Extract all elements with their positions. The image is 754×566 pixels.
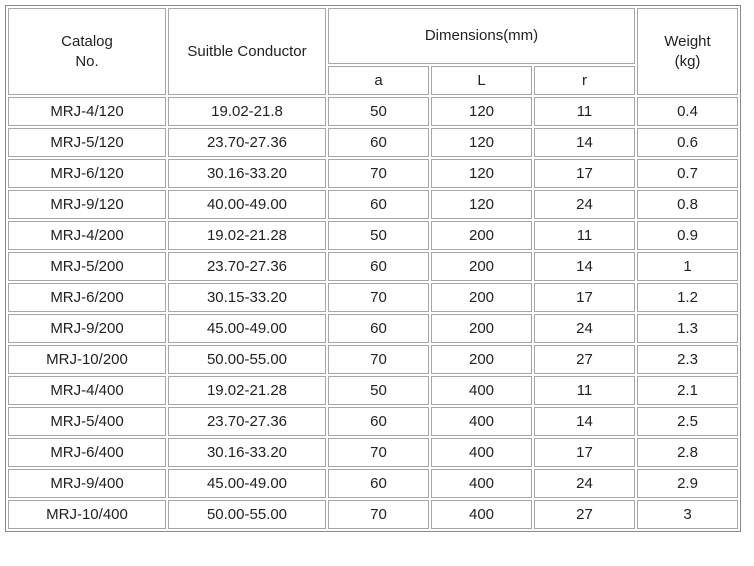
cell-dim-a: 60: [328, 469, 429, 498]
cell-dim-r: 24: [534, 190, 635, 219]
cell-conductor: 23.70-27.36: [168, 252, 326, 281]
cell-dim-a: 70: [328, 159, 429, 188]
table-row: [8, 159, 738, 188]
cell-catalog-no: MRJ-9/200: [8, 314, 166, 343]
cell-conductor: 23.70-27.36: [168, 128, 326, 157]
cell-weight: 2.5: [637, 407, 738, 436]
cell-catalog-no: MRJ-6/400: [8, 438, 166, 467]
cell-dim-L: 200: [431, 252, 532, 281]
cell-dim-L: 200: [431, 221, 532, 250]
header-dim-L: L: [431, 66, 532, 95]
cell-dim-L: 120: [431, 159, 532, 188]
table-row: [8, 190, 738, 219]
cell-dim-r: 27: [534, 345, 635, 374]
spec-table-container: [5, 5, 741, 532]
cell-dim-r: 17: [534, 159, 635, 188]
cell-dim-r: 17: [534, 438, 635, 467]
cell-dim-a: 50: [328, 97, 429, 126]
cell-weight: 2.3: [637, 345, 738, 374]
cell-catalog-no: MRJ-5/400: [8, 407, 166, 436]
cell-catalog-no: MRJ-4/400: [8, 376, 166, 405]
cell-dim-L: 400: [431, 469, 532, 498]
cell-weight: 0.8: [637, 190, 738, 219]
cell-dim-a: 50: [328, 221, 429, 250]
cell-dim-r: 14: [534, 128, 635, 157]
cell-conductor: 30.15-33.20: [168, 283, 326, 312]
cell-dim-r: 24: [534, 314, 635, 343]
header-weight: [637, 8, 738, 95]
cell-weight: 1.3: [637, 314, 738, 343]
header-conductor: Suitble Conductor: [168, 8, 326, 95]
cell-weight: 1.2: [637, 283, 738, 312]
cell-catalog-no: MRJ-6/120: [8, 159, 166, 188]
cell-weight: 0.9: [637, 221, 738, 250]
cell-catalog-no: MRJ-10/200: [8, 345, 166, 374]
cell-catalog-no: MRJ-5/200: [8, 252, 166, 281]
spec-table-body: [8, 8, 738, 529]
cell-dim-L: 120: [431, 190, 532, 219]
cell-dim-L: 400: [431, 376, 532, 405]
cell-catalog-no: MRJ-4/120: [8, 97, 166, 126]
cell-conductor: 30.16-33.20: [168, 438, 326, 467]
cell-catalog-no: MRJ-6/200: [8, 283, 166, 312]
cell-catalog-no: MRJ-9/120: [8, 190, 166, 219]
cell-catalog-no: MRJ-10/400: [8, 500, 166, 529]
cell-dim-L: 200: [431, 283, 532, 312]
cell-dim-a: 70: [328, 438, 429, 467]
table-row: [8, 252, 738, 281]
cell-dim-L: 400: [431, 407, 532, 436]
table-row: [8, 469, 738, 498]
cell-dim-a: 60: [328, 190, 429, 219]
table-row: [8, 97, 738, 126]
cell-conductor: 23.70-27.36: [168, 407, 326, 436]
cell-dim-a: 50: [328, 376, 429, 405]
cell-catalog-no: MRJ-5/120: [8, 128, 166, 157]
header-dim-a: a: [328, 66, 429, 95]
header-catalog-line2: No.: [75, 52, 99, 70]
cell-conductor: 40.00-49.00: [168, 190, 326, 219]
cell-dim-r: 11: [534, 221, 635, 250]
cell-dim-L: 400: [431, 438, 532, 467]
cell-weight: 0.7: [637, 159, 738, 188]
cell-dim-r: 24: [534, 469, 635, 498]
cell-conductor: 30.16-33.20: [168, 159, 326, 188]
cell-dim-a: 60: [328, 128, 429, 157]
cell-dim-a: 60: [328, 407, 429, 436]
table-row: [8, 314, 738, 343]
cell-dim-a: 70: [328, 283, 429, 312]
cell-weight: 2.8: [637, 438, 738, 467]
header-dim-r: r: [534, 66, 635, 95]
header-row: [8, 8, 738, 64]
header-dimensions: Dimensions(mm): [328, 8, 635, 64]
cell-conductor: 19.02-21.8: [168, 97, 326, 126]
cell-weight: 0.6: [637, 128, 738, 157]
cell-dim-r: 14: [534, 252, 635, 281]
cell-dim-a: 60: [328, 314, 429, 343]
table-row: [8, 221, 738, 250]
table-row: [8, 500, 738, 529]
cell-dim-a: 70: [328, 345, 429, 374]
cell-weight: 0.4: [637, 97, 738, 126]
cell-weight: 2.9: [637, 469, 738, 498]
cell-catalog-no: MRJ-9/400: [8, 469, 166, 498]
cell-dim-L: 200: [431, 345, 532, 374]
cell-dim-a: 70: [328, 500, 429, 529]
cell-dim-r: 11: [534, 97, 635, 126]
cell-conductor: 50.00-55.00: [168, 500, 326, 529]
cell-weight: 2.1: [637, 376, 738, 405]
table-row: [8, 345, 738, 374]
header-catalog-line1: Catalog: [61, 32, 113, 50]
table-row: [8, 376, 738, 405]
table-row: [8, 128, 738, 157]
cell-dim-r: 11: [534, 376, 635, 405]
cell-dim-L: 120: [431, 97, 532, 126]
table-row: [8, 407, 738, 436]
table-row: [8, 438, 738, 467]
cell-conductor: 50.00-55.00: [168, 345, 326, 374]
table-row: [8, 283, 738, 312]
cell-dim-a: 60: [328, 252, 429, 281]
cell-conductor: 19.02-21.28: [168, 221, 326, 250]
cell-weight: 1: [637, 252, 738, 281]
spec-table: [5, 5, 741, 532]
header-catalog-no: [8, 8, 166, 95]
cell-catalog-no: MRJ-4/200: [8, 221, 166, 250]
cell-conductor: 45.00-49.00: [168, 469, 326, 498]
header-weight-line2: (kg): [674, 52, 701, 70]
cell-dim-r: 17: [534, 283, 635, 312]
cell-dim-r: 27: [534, 500, 635, 529]
header-weight-line1: Weight: [664, 32, 711, 50]
cell-conductor: 19.02-21.28: [168, 376, 326, 405]
cell-dim-L: 400: [431, 500, 532, 529]
cell-weight: 3: [637, 500, 738, 529]
cell-dim-L: 120: [431, 128, 532, 157]
cell-conductor: 45.00-49.00: [168, 314, 326, 343]
cell-dim-r: 14: [534, 407, 635, 436]
cell-dim-L: 200: [431, 314, 532, 343]
